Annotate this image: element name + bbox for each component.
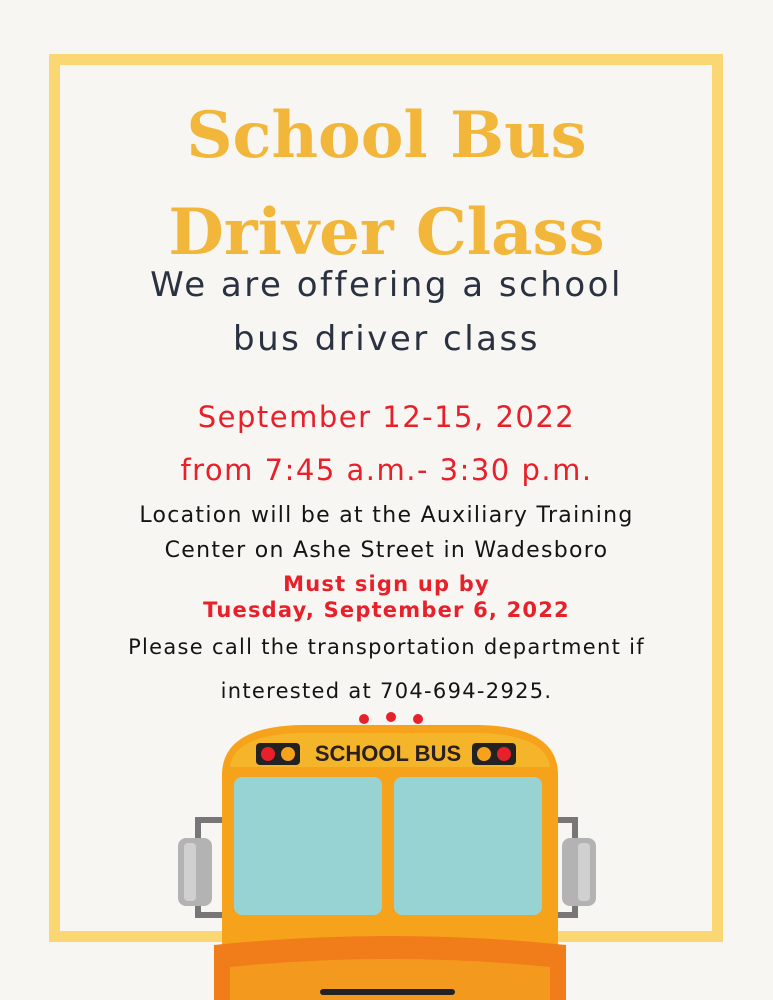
bus-sign-text: SCHOOL BUS — [314, 741, 462, 766]
location-line-1: Location will be at the Auxiliary Training — [139, 503, 634, 528]
location-line-2: Center on Ashe Street in Wadesboro — [164, 538, 609, 563]
signup-deadline-line-1: Must sign up by — [283, 572, 490, 596]
title-line-1: School Bus — [186, 98, 587, 173]
roof-light-icon — [359, 714, 369, 724]
class-times: from 7:45 a.m.- 3:30 p.m. — [180, 453, 593, 487]
right-windshield — [394, 777, 542, 915]
signup-deadline-line-2: Tuesday, September 6, 2022 — [203, 598, 570, 622]
roof-light-icon — [386, 712, 396, 722]
contact-line-2: interested at 704-694-2925. — [220, 679, 553, 703]
subtitle-line-2: bus driver class — [233, 319, 540, 359]
subtitle-line-1: We are offering a school — [150, 265, 623, 305]
roof-light-icon — [413, 714, 423, 724]
contact-line-1: Please call the transportation department if — [128, 635, 645, 659]
left-mirror-icon — [178, 820, 222, 915]
class-dates: September 12-15, 2022 — [197, 400, 576, 434]
title-line-2: Driver Class — [168, 195, 605, 270]
left-windshield — [234, 777, 382, 915]
school-bus-icon — [170, 705, 610, 1000]
